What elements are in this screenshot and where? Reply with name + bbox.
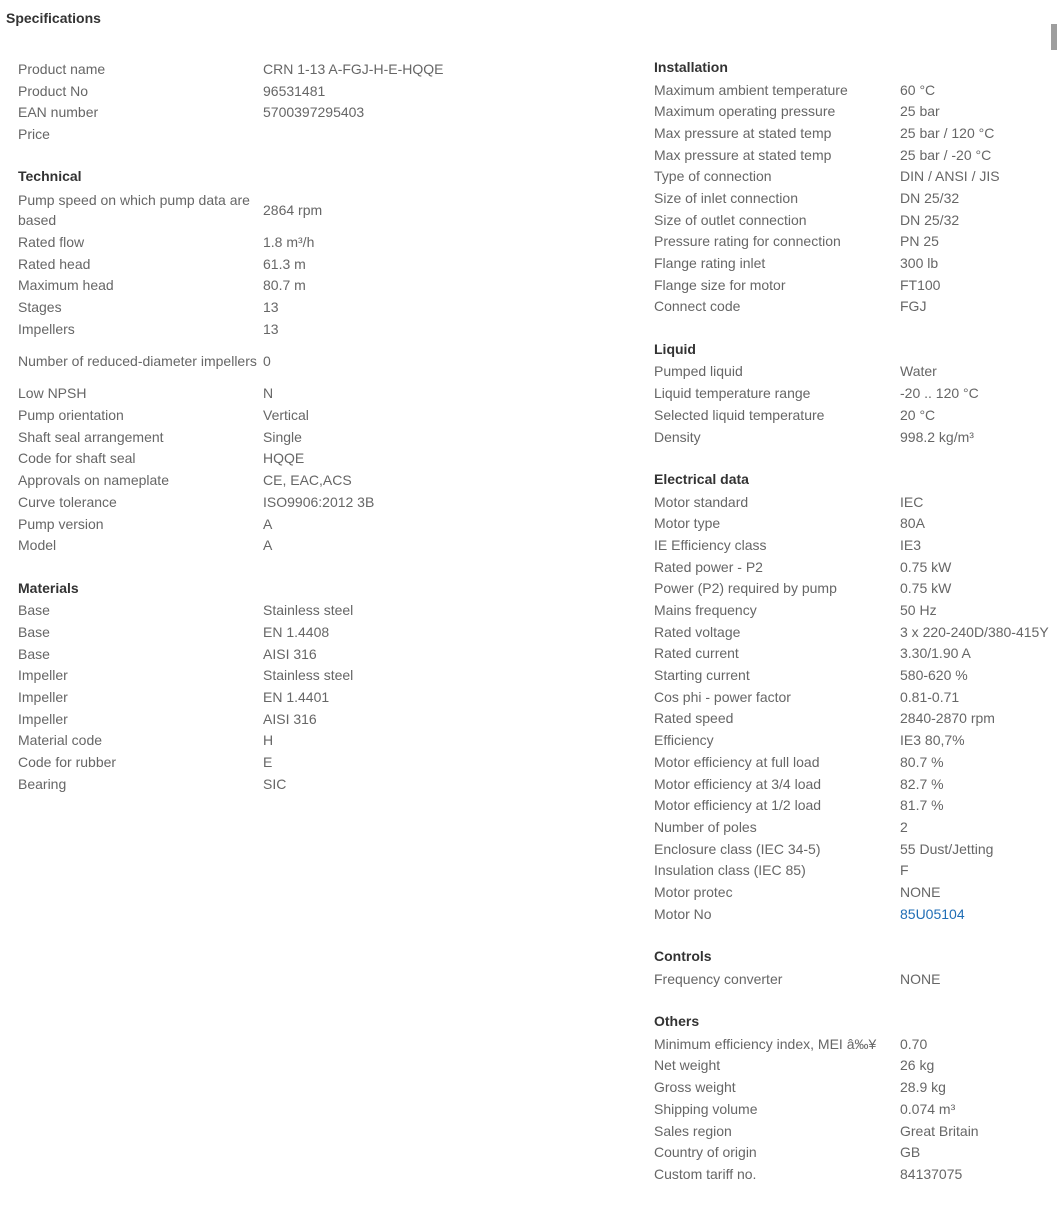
spec-value: NONE [900, 970, 941, 987]
spec-label: Impellers [18, 320, 75, 337]
spec-row [654, 1076, 1057, 1098]
spec-row [654, 859, 1057, 881]
spec-label: IE Efficiency class [654, 536, 767, 553]
spec-row [18, 513, 578, 535]
spec-row [654, 729, 1057, 751]
spec-row [654, 79, 1057, 101]
spec-value: 0 [263, 353, 271, 370]
spec-value: FGJ [900, 298, 927, 315]
spec-label: Insulation class (IEC 85) [654, 862, 806, 879]
spec-label: Rated flow [18, 233, 85, 250]
spec-label: Motor efficiency at full load [654, 753, 820, 770]
spec-value: HQQE [263, 450, 305, 467]
spec-label: Shaft seal arrangement [18, 428, 164, 445]
spec-row [18, 534, 578, 556]
spec-value: H [263, 732, 274, 749]
spec-value: E [263, 754, 273, 771]
spec-row [18, 340, 578, 383]
spec-value: 300 lb [900, 255, 939, 272]
spec-label: Motor protec [654, 883, 733, 900]
spec-value: A [263, 537, 273, 554]
spec-row [654, 382, 1057, 404]
spec-label: Pump version [18, 515, 104, 532]
spec-row [18, 296, 578, 318]
spec-value: IE3 [900, 536, 922, 553]
spec-label: Type of connection [654, 168, 772, 185]
spec-label: Low NPSH [18, 385, 87, 402]
spec-row [654, 1163, 1057, 1185]
spec-label: Motor efficiency at 1/2 load [654, 797, 822, 814]
spec-row [654, 144, 1057, 166]
section-heading: Electrical data [654, 471, 749, 488]
motor-number-link[interactable]: 85U05104 [900, 905, 965, 922]
spec-row [654, 1120, 1057, 1142]
spec-value: 13 [263, 320, 279, 337]
spec-value: 55 Dust/Jetting [900, 840, 994, 857]
spec-value: 998.2 kg/m³ [900, 428, 974, 445]
spec-value: 580-620 % [900, 667, 968, 684]
specifications-right-column [654, 57, 1057, 1206]
spec-label: Size of inlet connection [654, 189, 798, 206]
spec-label: Custom tariff no. [654, 1165, 757, 1182]
spec-row [654, 404, 1057, 426]
spec-value: CE, EAC,ACS [263, 472, 352, 489]
spec-label: Base [18, 623, 50, 640]
spec-label: Motor type [654, 515, 721, 532]
spec-row [654, 794, 1057, 816]
spec-value: EN 1.4401 [263, 689, 330, 706]
spec-value: 0.81-0.71 [900, 688, 960, 705]
spec-label: Flange size for motor [654, 276, 786, 293]
spec-row [654, 274, 1057, 296]
spec-label: Rated voltage [654, 623, 741, 640]
spec-value: 80.7 m [263, 277, 306, 294]
spec-value: F [900, 862, 909, 879]
spec-row [654, 1055, 1057, 1077]
spec-label: Base [18, 602, 50, 619]
spec-row [654, 361, 1057, 383]
spec-row [18, 599, 578, 621]
spec-value: GB [900, 1144, 921, 1161]
spec-value: 1.8 m³/h [263, 233, 315, 250]
spec-value: 60 °C [900, 81, 936, 98]
spec-row [18, 643, 578, 665]
spec-row [18, 469, 578, 491]
spec-value: 96531481 [263, 82, 326, 99]
spec-value: Vertical [263, 407, 309, 424]
spec-label: Motor efficiency at 3/4 load [654, 775, 822, 792]
spec-value: Single [263, 428, 302, 445]
spec-row [654, 881, 1057, 903]
spec-section-liquid [654, 339, 1057, 447]
spec-value: A [263, 515, 273, 532]
spec-label: Motor standard [654, 493, 749, 510]
spec-value: DIN / ANSI / JIS [900, 168, 1000, 185]
spec-label: Impeller [18, 689, 68, 706]
spec-section-electrical-data [654, 469, 1057, 924]
spec-row [654, 968, 1057, 990]
spec-label: Rated power - P2 [654, 558, 763, 575]
spec-value: 80.7 % [900, 753, 944, 770]
spec-label: Enclosure class (IEC 34-5) [654, 840, 821, 857]
spec-label: Rated head [18, 255, 91, 272]
spec-row [654, 903, 1057, 925]
spec-label: Motor No [654, 905, 712, 922]
spec-label: Price [18, 125, 50, 142]
spec-label: Max pressure at stated temp [654, 146, 832, 163]
spec-label: Shipping volume [654, 1100, 758, 1117]
spec-value: CRN 1-13 A-FGJ-H-E-HQQE [263, 60, 444, 77]
spec-value: NONE [900, 883, 941, 900]
spec-label: Impeller [18, 667, 68, 684]
spec-label: Liquid temperature range [654, 385, 811, 402]
spec-value: 13 [263, 299, 279, 316]
spec-row [18, 188, 578, 231]
specifications-left-column [18, 58, 578, 816]
spec-label: Pressure rating for connection [654, 233, 841, 250]
spec-label: Efficiency [654, 732, 714, 749]
spec-row [18, 751, 578, 773]
spec-value: 0.75 kW [900, 580, 952, 597]
spec-value: N [263, 385, 274, 402]
spec-value: 61.3 m [263, 255, 306, 272]
spec-value: FT100 [900, 276, 941, 293]
spec-row [654, 1098, 1057, 1120]
spec-label: Maximum head [18, 277, 114, 294]
spec-label: Rated speed [654, 710, 734, 727]
spec-section-others [654, 1011, 1057, 1185]
section-heading: Others [654, 1013, 700, 1030]
spec-row [654, 643, 1057, 665]
spec-label: Frequency converter [654, 970, 783, 987]
spec-row [18, 686, 578, 708]
spec-label: Net weight [654, 1057, 721, 1074]
spec-value: EN 1.4408 [263, 623, 330, 640]
spec-row [18, 708, 578, 730]
spec-label: Cos phi - power factor [654, 688, 791, 705]
spec-value: 25 bar / 120 °C [900, 124, 995, 141]
spec-label: Max pressure at stated temp [654, 124, 832, 141]
section-heading: Controls [654, 948, 712, 965]
spec-row [654, 252, 1057, 274]
spec-row [654, 165, 1057, 187]
spec-label: Code for shaft seal [18, 450, 136, 467]
spec-label: EAN number [18, 104, 99, 121]
spec-row [654, 209, 1057, 231]
spec-row [654, 100, 1057, 122]
spec-label: Product name [18, 60, 106, 77]
spec-row [654, 534, 1057, 556]
spec-value: 25 bar / -20 °C [900, 146, 992, 163]
spec-value: DN 25/32 [900, 211, 960, 228]
spec-value: -20 .. 120 °C [900, 385, 979, 402]
spec-row [654, 426, 1057, 448]
spec-label: Stages [18, 299, 62, 316]
spec-value: ISO9906:2012 3B [263, 493, 375, 510]
spec-value: 5700397295403 [263, 104, 365, 121]
spec-row [18, 730, 578, 752]
spec-row [654, 578, 1057, 600]
spec-row [18, 275, 578, 297]
section-heading: Liquid [654, 340, 696, 357]
spec-row [18, 383, 578, 405]
spec-row [654, 187, 1057, 209]
spec-value: 50 Hz [900, 602, 937, 619]
spec-row [18, 621, 578, 643]
spec-row [654, 1141, 1057, 1163]
spec-label: Rated current [654, 645, 739, 662]
spec-value: 20 °C [900, 406, 936, 423]
spec-row [18, 426, 578, 448]
spec-row [18, 318, 578, 340]
spec-label: Bearing [18, 775, 67, 792]
spec-label: Flange rating inlet [654, 255, 766, 272]
spec-value: 0.074 m³ [900, 1100, 956, 1117]
spec-row [654, 231, 1057, 253]
spec-section-controls [654, 946, 1057, 989]
spec-row [654, 556, 1057, 578]
spec-value: 84137075 [900, 1165, 963, 1182]
spec-value: 3.30/1.90 A [900, 645, 971, 662]
spec-value: IE3 80,7% [900, 732, 965, 749]
spec-row [654, 512, 1057, 534]
spec-row [654, 1033, 1057, 1055]
spec-value: 82.7 % [900, 775, 944, 792]
spec-row [654, 773, 1057, 795]
spec-row [654, 491, 1057, 513]
spec-row [18, 404, 578, 426]
spec-label: Mains frequency [654, 602, 757, 619]
spec-value: 3 x 220-240D/380-415Y [900, 623, 1049, 640]
spec-label: Sales region [654, 1122, 732, 1139]
spec-row [654, 621, 1057, 643]
spec-value: AISI 316 [263, 645, 317, 662]
spec-value: 80A [900, 515, 925, 532]
spec-label: Pumped liquid [654, 363, 743, 380]
spec-label: Approvals on nameplate [18, 472, 169, 489]
spec-row [18, 231, 578, 253]
spec-row [18, 665, 578, 687]
spec-row [654, 686, 1057, 708]
spec-value: IEC [900, 493, 924, 510]
spec-value: 81.7 % [900, 797, 944, 814]
spec-value: DN 25/32 [900, 189, 960, 206]
spec-label: Impeller [18, 710, 68, 727]
spec-value: 28.9 kg [900, 1079, 946, 1096]
spec-value: 2864 rpm [263, 201, 323, 218]
spec-row [654, 296, 1057, 318]
section-heading: Technical [18, 168, 82, 185]
spec-value: Stainless steel [263, 667, 354, 684]
spec-row [18, 448, 578, 470]
spec-row [18, 123, 578, 145]
spec-label: Pump speed on which pump data are based [18, 191, 250, 228]
spec-value: 2840-2870 rpm [900, 710, 995, 727]
spec-label: Density [654, 428, 701, 445]
spec-label: Power (P2) required by pump [654, 580, 837, 597]
spec-value: 0.75 kW [900, 558, 952, 575]
spec-value: PN 25 [900, 233, 939, 250]
spec-label: Connect code [654, 298, 741, 315]
spec-label: Starting current [654, 667, 750, 684]
spec-label: Maximum operating pressure [654, 103, 836, 120]
spec-value: Great Britain [900, 1122, 979, 1139]
scrollbar-thumb[interactable] [1051, 24, 1057, 50]
spec-section-details [18, 58, 578, 145]
spec-section-materials [18, 578, 578, 795]
spec-row [18, 253, 578, 275]
spec-value: AISI 316 [263, 710, 317, 727]
spec-row [654, 122, 1057, 144]
spec-label: Base [18, 645, 50, 662]
spec-row [18, 80, 578, 102]
spec-row [18, 101, 578, 123]
spec-label: Number of poles [654, 818, 757, 835]
spec-label: Maximum ambient temperature [654, 81, 848, 98]
spec-row [654, 708, 1057, 730]
spec-row [18, 58, 578, 80]
page-title: Specifications [6, 10, 101, 26]
spec-section-technical [18, 166, 578, 556]
spec-label: Minimum efficiency index, MEI â‰¥ [654, 1035, 877, 1052]
section-heading: Installation [654, 59, 728, 75]
spec-row [18, 773, 578, 795]
spec-label: Model [18, 537, 57, 554]
spec-label: Code for rubber [18, 754, 117, 771]
spec-label: Product No [18, 82, 89, 99]
spec-label: Gross weight [654, 1079, 736, 1096]
spec-value: 26 kg [900, 1057, 935, 1074]
spec-value: SIC [263, 775, 287, 792]
spec-section-installation [654, 57, 1057, 317]
spec-label: Material code [18, 732, 103, 749]
spec-label: Country of origin [654, 1144, 757, 1161]
spec-label: Pump orientation [18, 407, 124, 424]
spec-row [654, 838, 1057, 860]
spec-label: Curve tolerance [18, 493, 117, 510]
spec-value: Stainless steel [263, 602, 354, 619]
spec-row [654, 664, 1057, 686]
spec-value: 2 [900, 818, 908, 835]
spec-value: 25 bar [900, 103, 940, 120]
section-heading: Materials [18, 579, 79, 596]
spec-row [18, 491, 578, 513]
spec-value: Water [900, 363, 937, 380]
spec-row [654, 599, 1057, 621]
spec-label: Selected liquid temperature [654, 406, 825, 423]
spec-label: Number of reduced-diameter impellers [18, 353, 257, 370]
spec-row [654, 751, 1057, 773]
spec-label: Size of outlet connection [654, 211, 807, 228]
spec-row [654, 816, 1057, 838]
spec-value: 0.70 [900, 1035, 928, 1052]
